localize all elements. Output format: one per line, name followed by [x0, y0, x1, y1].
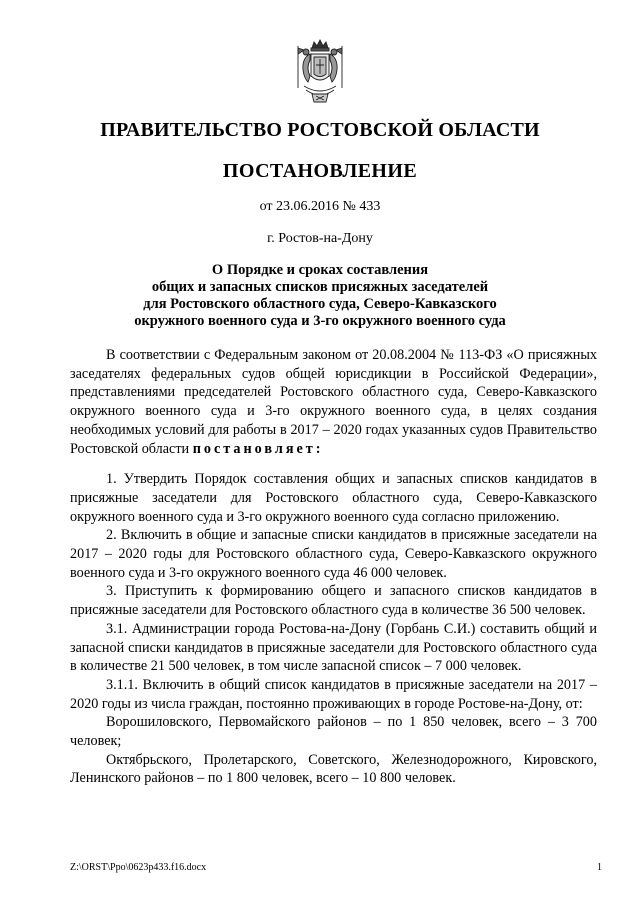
subject-line: О Порядке и сроках составления [211, 262, 429, 278]
preamble-text: В соответствии с Федеральным законом от 20.08.2004 № 113-ФЗ «О присяжных заседателях федеральных судов общей юрисдикции в Российской Федерации», представлениями председателей Ростовского областного суда, Северо-Кавказского окружного военного суда и 3-го окружного военного суда, в целях создания необходимых условий для работы в 2017 – 2020 годах указанных судов Правительство Ростовской области [70, 347, 597, 457]
footer-file-path: Z:\ORST\Ppo\0623p433.f16.docx [70, 862, 207, 873]
district-list-item: Ворошиловского, Первомайского районов – по 1 850 человек, всего – 3 700 человек; [70, 714, 597, 750]
footer-page-number: 1 [597, 862, 602, 873]
clause-1: 1. Утвердить Порядок составления общих и запасных списков кандидатов в присяжные заседатели для Ростовского областного суда, Северо-Кавказского окружного военного суда и 3-го окружного военного суда согласно приложению. [70, 471, 597, 525]
document-subject [60, 262, 580, 330]
coat-of-arms-icon [294, 38, 346, 108]
clause-3-1: 3.1. Администрации города Ростова-на-Дону (Горбань С.И.) составить общий и запасной списки кандидатов в присяжные заседатели для Ростовского областного суда в количестве 21 500 человек, в том числе запасной список – 7 000 человек. [70, 620, 597, 675]
clause-3-1-1: 3.1.1. Включить в общий список кандидатов в присяжные заседатели на 2017 – 2020 годы из числа граждан, постоянно проживающих в городе Ростове-на-Дону, от: [70, 676, 597, 712]
clause-3: 3. Приступить к формированию общего и запасного списков кандидатов в присяжные заседатели для Ростовского областного суда в количестве 36 500 человек. [70, 583, 597, 619]
decree-word: постановляет: [192, 440, 324, 457]
document-type: ПОСТАНОВЛЕНИЕ [222, 160, 418, 182]
government-title: ПРАВИТЕЛЬСТВО РОСТОВСКОЙ ОБЛАСТИ [100, 119, 540, 141]
subject-line: общих и запасных списков присяжных заседателей [151, 279, 489, 295]
preamble-paragraph [70, 346, 597, 458]
document-body [70, 346, 597, 788]
clause-2: 2. Включить в общие и запасные списки кандидатов в присяжные заседатели на 2017 – 2020 годы для Ростовского областного суда, Северо-Кавказского окружного военного суда и 3-го окружного военного суда 46 000 человек. [70, 527, 597, 581]
subject-line: окружного военного суда и 3-го окружного военного суда [134, 313, 506, 329]
date-and-number: от 23.06.2016 № 433 [259, 199, 381, 214]
subject-line: для Ростовского областного суда, Северо-Кавказского [143, 296, 497, 312]
district-list-item: Октябрьского, Пролетарского, Советского, Железнодорожного, Кировского, Ленинского районов – по 1 800 человек, всего – 10 800 человек. [70, 751, 597, 787]
city: г. Ростов-на-Дону [267, 231, 373, 246]
